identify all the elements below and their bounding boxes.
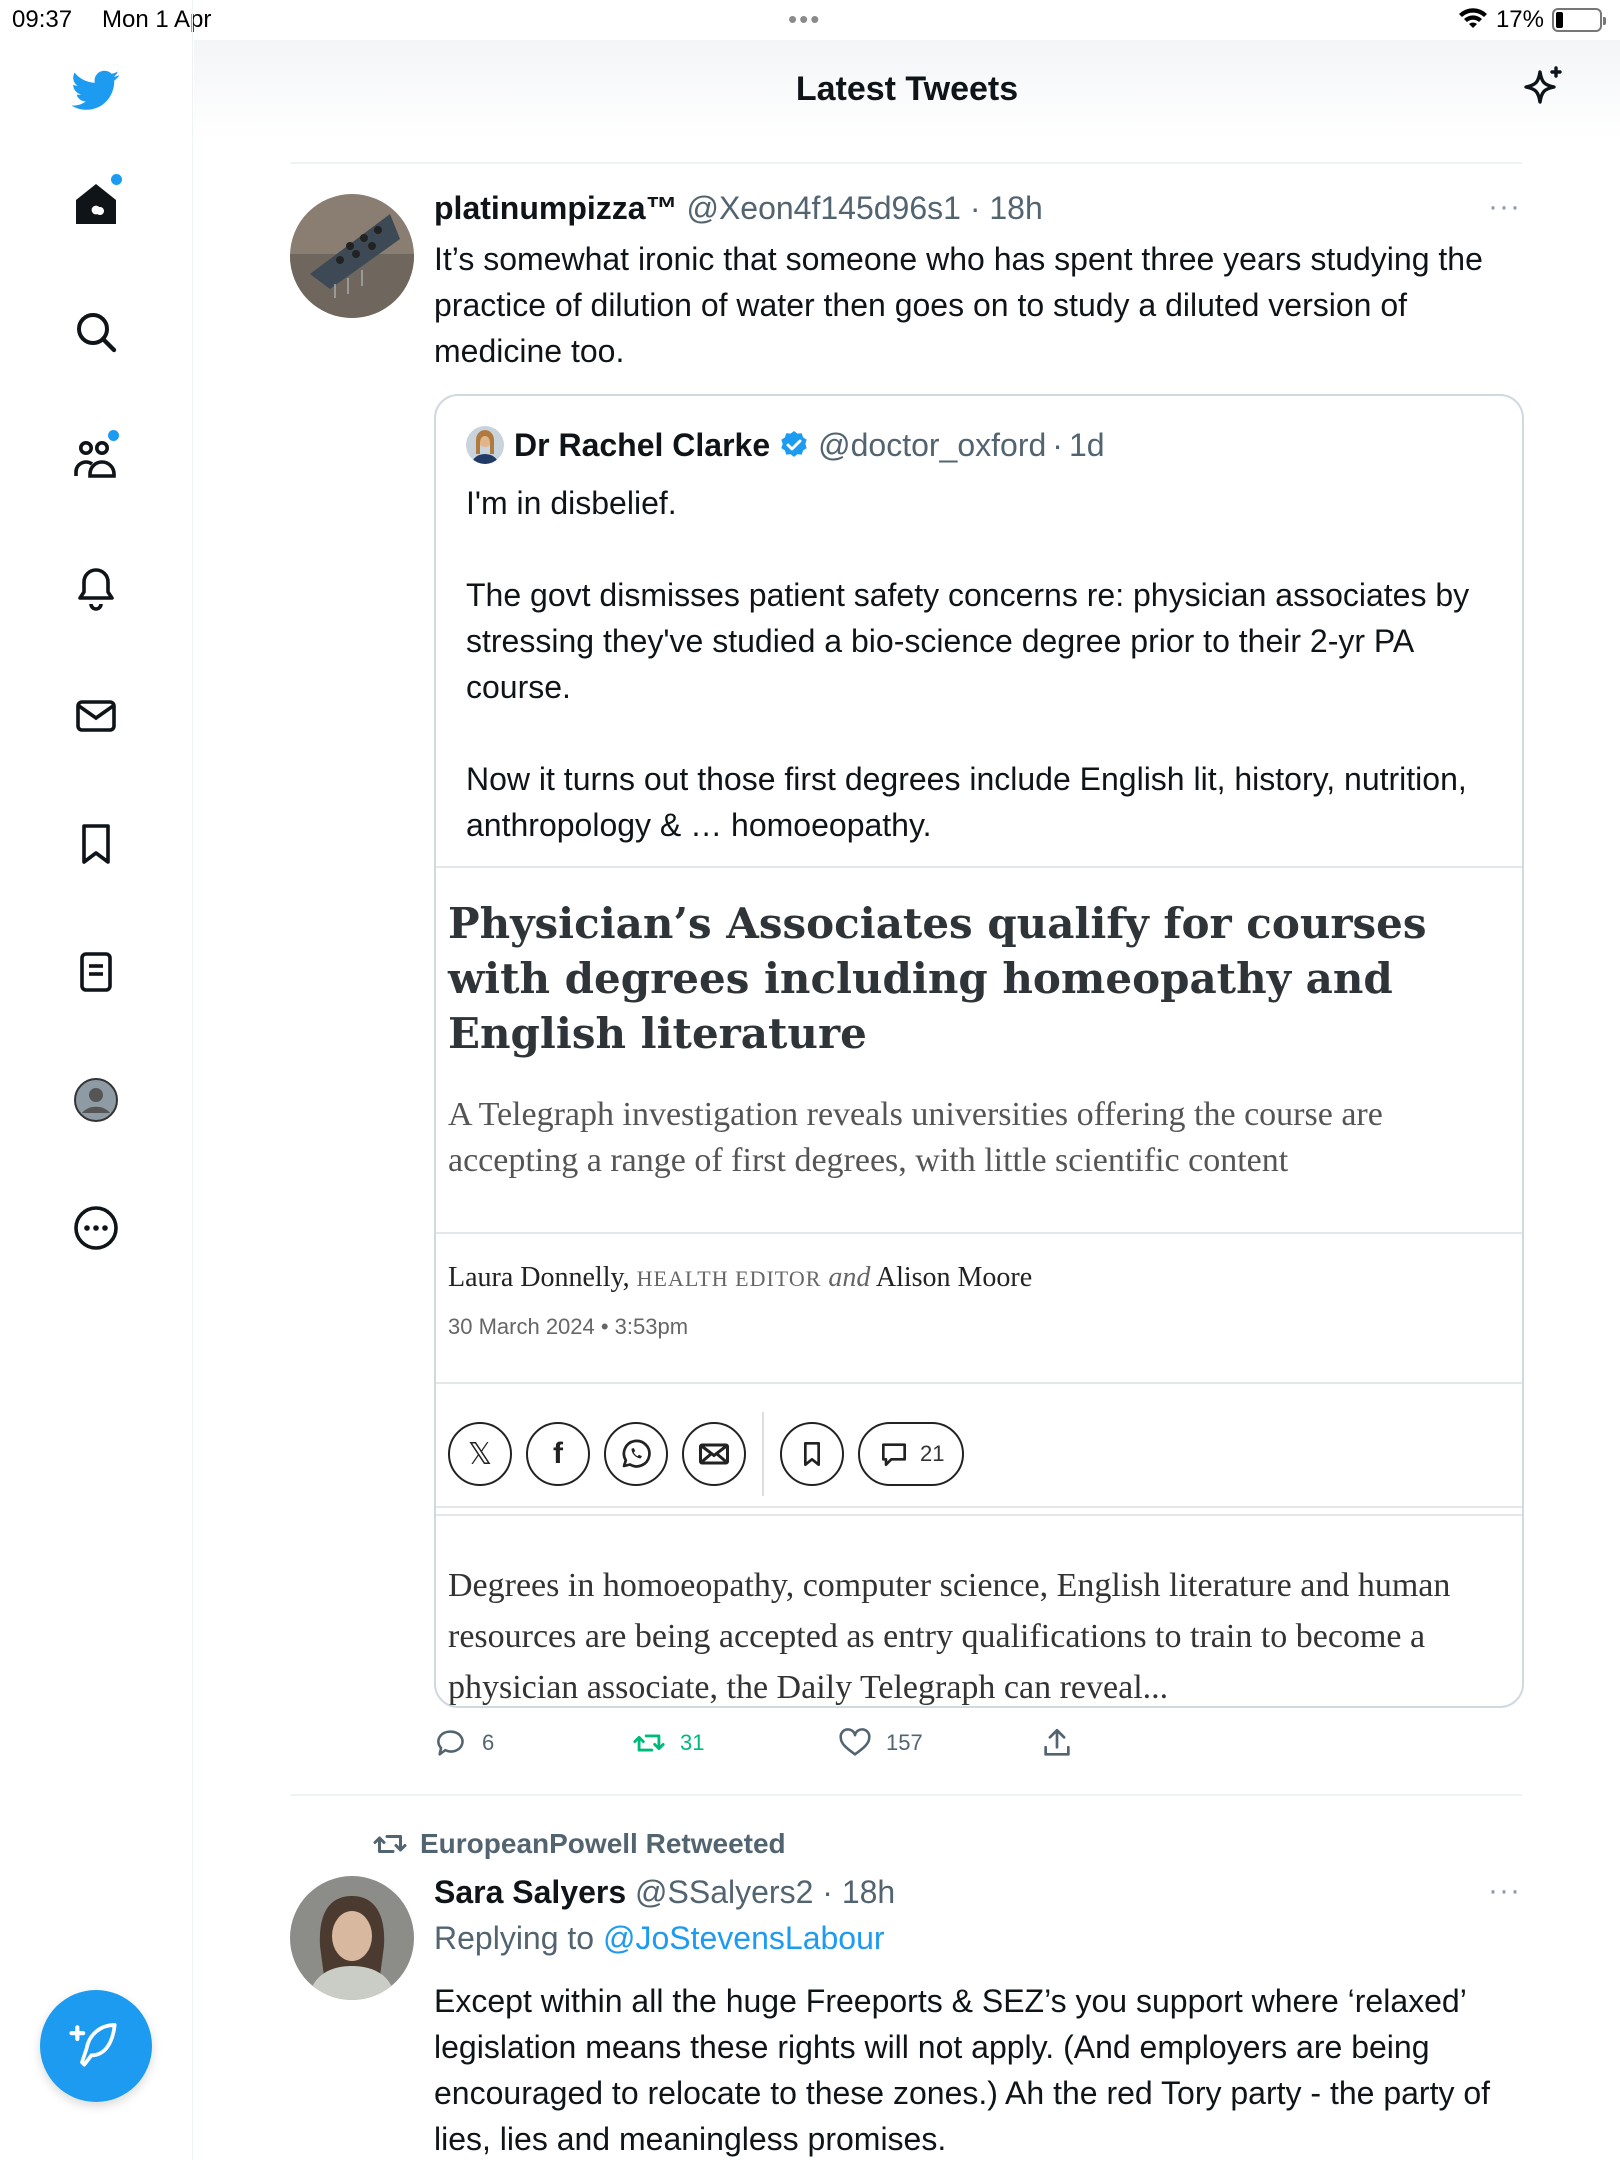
tweet-author-name[interactable]: Sara Salyers — [434, 1874, 627, 1910]
quoted-tweet-text — [466, 480, 1496, 848]
tweet-timestamp[interactable]: 18h — [841, 1874, 896, 1910]
paragraph-spacer — [466, 526, 1496, 572]
article-divider — [436, 1514, 1524, 1516]
tweet-text: It’s somewhat ironic that someone who has spent three years studying the practice of dilution of water then goes on to study a diluted version of medicine too. — [434, 241, 1483, 369]
sparkle-icon[interactable] — [1520, 64, 1568, 112]
tweet-more-icon[interactable]: ··· — [1488, 1874, 1521, 1907]
search-icon[interactable] — [66, 302, 126, 362]
reply-count: 6 — [482, 1730, 495, 1755]
wifi-icon — [1458, 8, 1488, 32]
like-button[interactable] — [838, 1726, 923, 1760]
feed-divider — [290, 162, 1522, 164]
sidebar — [0, 0, 193, 2160]
share-x-button[interactable] — [448, 1422, 512, 1486]
bookmarks-icon[interactable] — [66, 814, 126, 874]
battery-percent: 17% — [1495, 6, 1544, 33]
quoted-author-handle[interactable]: @doctor_oxford — [818, 426, 1047, 463]
article-excerpt: Degrees in homoeopathy, computer science, English literature and human resources are being accepted as entry qualifications to train to become a physician associate, the Daily Telegraph can reveal... — [448, 1567, 1451, 1706]
lists-icon[interactable] — [66, 942, 126, 1002]
article-date: 30 March 2024 • 3:53pm — [448, 1314, 689, 1339]
retweet-icon — [632, 1726, 666, 1760]
save-article-button[interactable] — [780, 1422, 844, 1486]
article-byline — [448, 1262, 1032, 1294]
tweet-author-handle[interactable]: @SSalyers2 — [635, 1874, 814, 1910]
status-bar — [0, 0, 1620, 40]
facebook-icon: f — [553, 1437, 563, 1470]
article-divider — [436, 1506, 1524, 1508]
quoted-paragraph-1: I'm in disbelief. — [466, 485, 677, 521]
byline-and: and — [828, 1262, 871, 1293]
top-header — [194, 40, 1620, 140]
compose-tweet-button[interactable] — [40, 1990, 152, 2102]
comment-bubble-icon — [878, 1438, 910, 1470]
heart-icon — [838, 1726, 872, 1760]
quoted-author-name[interactable]: Dr Rachel Clarke — [514, 426, 771, 463]
retweeted-by-line[interactable] — [372, 1826, 786, 1862]
article-divider — [436, 1232, 1524, 1234]
communities-notification-dot — [108, 430, 119, 441]
tweet-more-icon[interactable]: ··· — [1488, 190, 1521, 223]
tweet-meta-separator: · — [969, 190, 981, 226]
battery-icon — [1552, 8, 1602, 32]
tweet-author-name[interactable]: platinumpizza™ — [434, 190, 678, 226]
notifications-bell-icon[interactable] — [66, 558, 126, 618]
status-right — [1458, 6, 1602, 34]
quoted-tweet-card[interactable] — [434, 394, 1524, 1708]
quoted-timestamp[interactable]: 1d — [1068, 426, 1105, 463]
share-upload-icon — [1040, 1726, 1074, 1760]
paragraph-spacer — [466, 710, 1496, 756]
quoted-meta-separator: · — [1052, 426, 1063, 463]
quoted-paragraph-2: The govt dismisses patient safety concerns re: physician associates by stressing they've studied a bio-science degree prior to their 2-yr PA course. — [466, 577, 1470, 705]
article-divider — [436, 866, 1524, 868]
share-whatsapp-button[interactable] — [604, 1422, 668, 1486]
x-logo-icon: 𝕏 — [467, 1436, 493, 1472]
article-share-row — [448, 1412, 964, 1496]
share-tweet-button[interactable] — [1040, 1726, 1074, 1760]
more-options-icon[interactable] — [66, 1198, 126, 1258]
article-standfirst: A Telegraph investigation reveals universities offering the course are accepting a range of first degrees, with little scientific content — [448, 1096, 1383, 1179]
reply-icon — [434, 1726, 468, 1760]
article-divider — [436, 1382, 1524, 1384]
whatsapp-icon — [618, 1436, 654, 1472]
like-count: 157 — [886, 1730, 923, 1755]
retweet-button[interactable] — [632, 1726, 704, 1760]
tweet-meta-separator: · — [822, 1874, 833, 1910]
quoted-author-avatar[interactable] — [466, 426, 504, 464]
verified-badge-icon — [778, 429, 810, 461]
home-notification-dot — [111, 174, 122, 185]
status-time: 09:37 — [12, 6, 73, 33]
tweet-text: Except within all the huge Freeports & SEZ’s you support where ‘relaxed’ legislation means these rights will not apply. (And employers are being encouraged to relocate to these zones.) Ah the red Tory party - the party of lies, lies and meaningless promises. — [434, 1983, 1491, 2157]
tweet-author-avatar[interactable] — [290, 194, 414, 318]
twitter-logo-icon[interactable] — [66, 60, 126, 120]
tweet-action-bar — [434, 1726, 1134, 1762]
feed-divider — [290, 1794, 1522, 1796]
tweet-author-handle[interactable]: @Xeon4f145d96s1 — [686, 190, 961, 226]
quoted-paragraph-3: Now it turns out those first degrees include English lit, history, nutrition, anthropology & … homoeopathy. — [466, 761, 1467, 843]
battery-level — [1556, 12, 1563, 28]
article-comments-button[interactable] — [858, 1422, 964, 1486]
communities-icon[interactable] — [66, 430, 126, 490]
tweet-header — [434, 1874, 895, 1911]
retweet-icon — [372, 1826, 408, 1862]
messages-envelope-icon[interactable] — [66, 686, 126, 746]
multitasking-dots-icon[interactable]: ••• — [788, 4, 822, 34]
share-separator — [762, 1412, 764, 1496]
email-icon — [696, 1436, 732, 1472]
quoted-tweet-header — [466, 426, 1105, 464]
tweet-header — [434, 190, 1043, 227]
tweet-author-avatar[interactable] — [290, 1876, 414, 2000]
profile-avatar-icon[interactable] — [66, 1070, 126, 1130]
retweet-count: 31 — [680, 1730, 705, 1755]
author-2: Alison Moore — [875, 1262, 1033, 1293]
reply-button[interactable] — [434, 1726, 494, 1760]
article-headline[interactable]: Physician’s Associates qualify for courses with degrees including homeopathy and English literature — [448, 899, 1427, 1058]
bookmark-icon — [796, 1438, 828, 1470]
share-facebook-button[interactable] — [526, 1422, 590, 1486]
replying-to-handle[interactable]: @JoStevensLabour — [602, 1920, 885, 1956]
page-title: Latest Tweets — [795, 70, 1019, 108]
replying-to-label: Replying to — [434, 1920, 595, 1956]
status-date: Mon 1 Apr — [102, 6, 212, 33]
author-1-role: HEALTH EDITOR — [636, 1266, 822, 1291]
retweeted-by-label: EuropeanPowell Retweeted — [420, 1828, 786, 1859]
share-email-button[interactable] — [682, 1422, 746, 1486]
compose-feather-icon — [68, 2018, 124, 2074]
article-comment-count: 21 — [920, 1441, 945, 1466]
replying-to-line — [434, 1920, 885, 1957]
author-1: Laura Donnelly, — [448, 1262, 630, 1293]
tweet-timestamp[interactable]: 18h — [989, 190, 1043, 226]
home-icon[interactable] — [66, 174, 126, 234]
